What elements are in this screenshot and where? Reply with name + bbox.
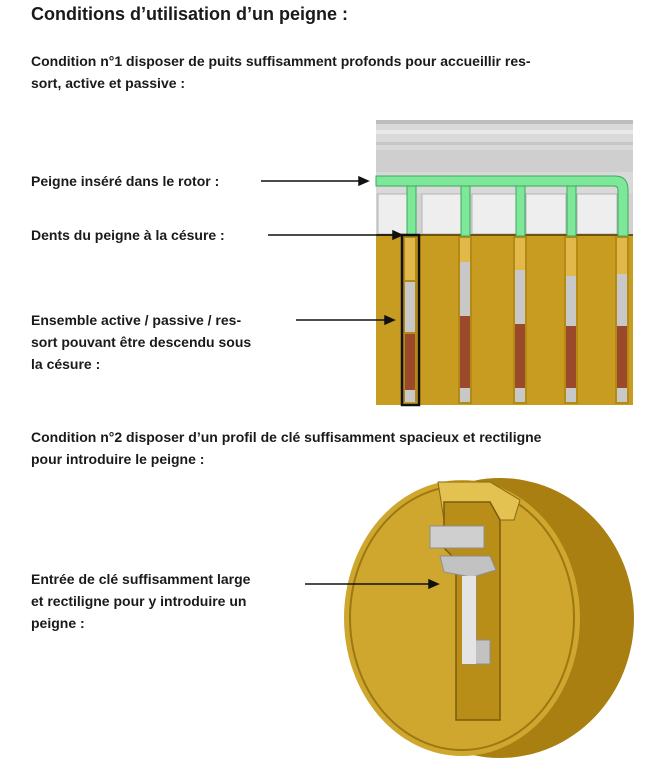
- label-ensemble-line-1: Ensemble active / passive / res-: [31, 312, 242, 328]
- label-entree-line-2: et rectiligne pour y introduire un: [31, 593, 247, 609]
- label-ensemble-line-3: la césure :: [31, 356, 101, 372]
- condition-1-line-2: sort, active et passive :: [31, 75, 186, 91]
- label-entree-line-1: Entrée de clé suffisamment large: [31, 571, 251, 587]
- label-ensemble-line-2: sort pouvant être descendu sous: [31, 334, 252, 350]
- label-dents: Dents du peigne à la césure :: [31, 227, 225, 243]
- condition-2-line-1: Condition n°2 disposer d’un profil de clé suffisamment spacieux et rectiligne: [31, 429, 542, 445]
- condition-2-line-2: pour introduire le peigne :: [31, 451, 205, 467]
- page-title: Conditions d’utilisation d’un peigne :: [31, 4, 348, 24]
- label-entree: [31, 568, 250, 634]
- condition-1-line-1: Condition n°1 disposer de puits suffisamment profonds pour accueillir res-: [31, 53, 531, 69]
- label-entree-line-3: peigne :: [31, 615, 85, 631]
- label-peigne-insere: Peigne inséré dans le rotor :: [31, 173, 220, 189]
